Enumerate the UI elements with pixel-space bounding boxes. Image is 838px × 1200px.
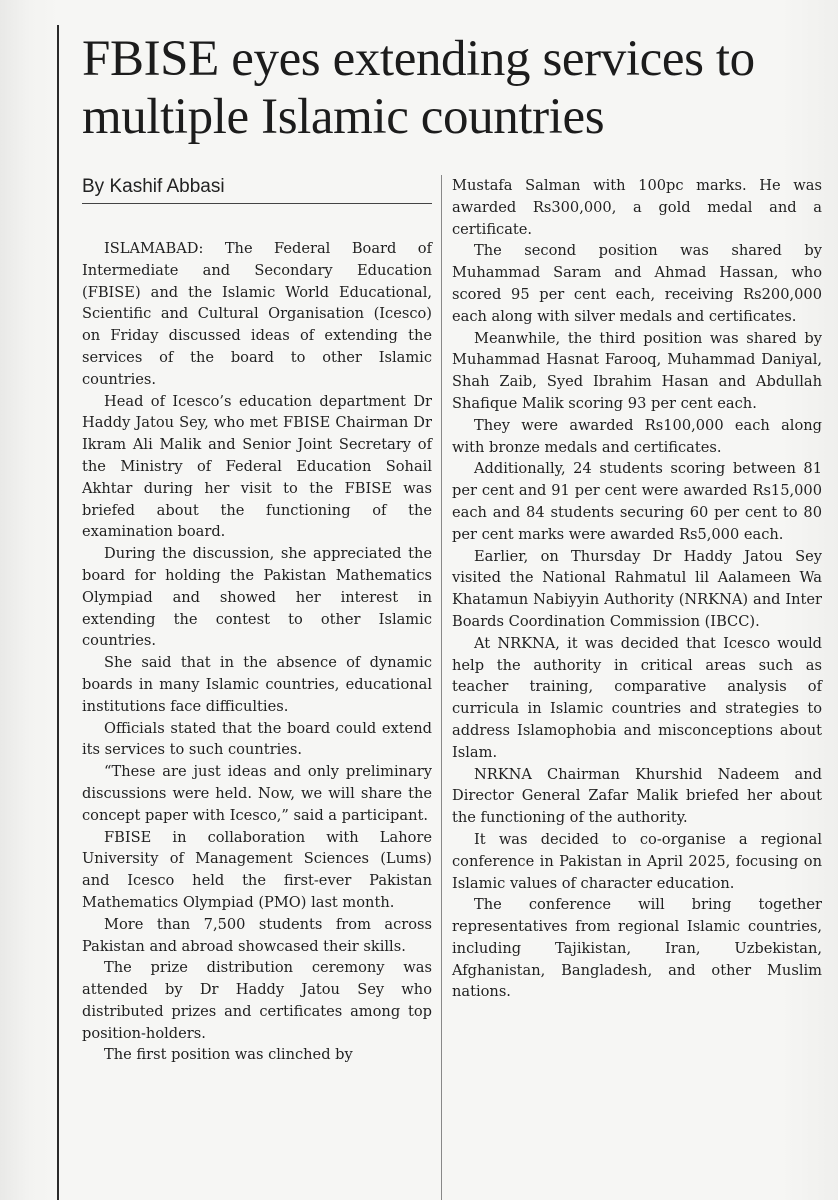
paragraph: The first position was clinched by (104, 1046, 353, 1064)
paragraph: The prize distribution ceremony was attended by Dr Haddy Jatou Sey who distributed prizes and certificates among top position-holders. (82, 959, 432, 1042)
paragraph: Earlier, on Thursday Dr Haddy Jatou Sey visited the National Rahmatul lil Aalameen Wa Khatamun Nabiyyin Authority (NRKNA) and Inter Boards Coordination Commission (IBCC). (452, 547, 822, 630)
byline-rule (82, 203, 432, 204)
paragraph-continued: Mustafa Salman with 100pc marks. He was awarded Rs300,000, a gold medal and a certificate. (452, 177, 822, 238)
paragraph: Head of Icesco’s education department Dr Haddy Jatou Sey, who met FBISE Chairman Dr Ikram Ali Malik and Senior Joint Secretary of the Ministry of Federal Education Sohail Akhtar during her visit to the FBISE was briefed about the functioning of the examination board. (82, 392, 432, 541)
paragraph: During the discussion, she appreciated the board for holding the Pakistan Mathematics Olympiad and showed her interest in extending the contest to other Islamic countries. (82, 545, 432, 650)
article-column-2 (452, 175, 822, 1003)
paragraph: Additionally, 24 students scoring between 81 per cent and 91 per cent were awarded Rs15,000 each and 84 students securing 60 per cent to 80 per cent marks were awarded Rs5,000 each. (452, 460, 822, 543)
column-divider (441, 175, 442, 1200)
article-column-1 (82, 238, 432, 1066)
paragraph: ISLAMABAD: The Federal Board of Intermediate and Secondary Education (FBISE) and the Islamic World Educational, Scientific and Cultural Organisation (Icesco) on Friday discussed ideas of extending the services of the board to other Islamic countries. (82, 240, 432, 388)
paragraph: Meanwhile, the third position was shared by Muhammad Hasnat Farooq, Muhammad Daniyal, Shah Zaib, Syed Ibrahim Hasan and Abdullah Shafique Malik scoring 93 per cent each. (452, 329, 822, 412)
headline-line-2: multiple Islamic countries (82, 89, 605, 145)
paragraph: At NRKNA, it was decided that Icesco would help the authority in critical areas such as teacher training, comparative analysis of curricula in Islamic countries and strategies to address Islamophobia and misconceptions about Islam. (452, 634, 822, 761)
paragraph: It was decided to co-organise a regional conference in Pakistan in April 2025, focusing on Islamic values of character education. (452, 830, 822, 892)
headline-line-1: FBISE eyes extending services to (82, 31, 755, 87)
headline (82, 30, 838, 146)
paragraph: They were awarded Rs100,000 each along with bronze medals and certificates. (452, 416, 822, 456)
paragraph: The second position was shared by Muhammad Saram and Ahmad Hassan, who scored 95 per cent each, receiving Rs200,000 each along with silver medals and certificates. (452, 242, 822, 325)
paragraph: “These are just ideas and only preliminary discussions were held. Now, we will share the concept paper with Icesco,” said a participant. (82, 763, 432, 824)
paragraph: Officials stated that the board could extend its services to such countries. (82, 719, 432, 759)
paragraph: NRKNA Chairman Khurshid Nadeem and Director General Zafar Malik briefed her about the functioning of the authority. (452, 765, 822, 827)
paragraph: The conference will bring together representatives from regional Islamic countries, including Tajikistan, Iran, Uzbekistan, Afghanistan, Bangladesh, and other Muslim nations. (452, 896, 822, 1001)
column-rule-left (57, 25, 59, 1200)
paragraph: She said that in the absence of dynamic boards in many Islamic countries, educational institutions face difficulties. (82, 654, 432, 715)
byline: By Kashif Abbasi (82, 176, 225, 197)
paragraph: FBISE in collaboration with Lahore University of Management Sciences (Lums) and Icesco held the first-ever Pakistan Mathematics Olympiad (PMO) last month. (82, 828, 432, 911)
paragraph: More than 7,500 students from across Pakistan and abroad showcased their skills. (82, 915, 432, 955)
